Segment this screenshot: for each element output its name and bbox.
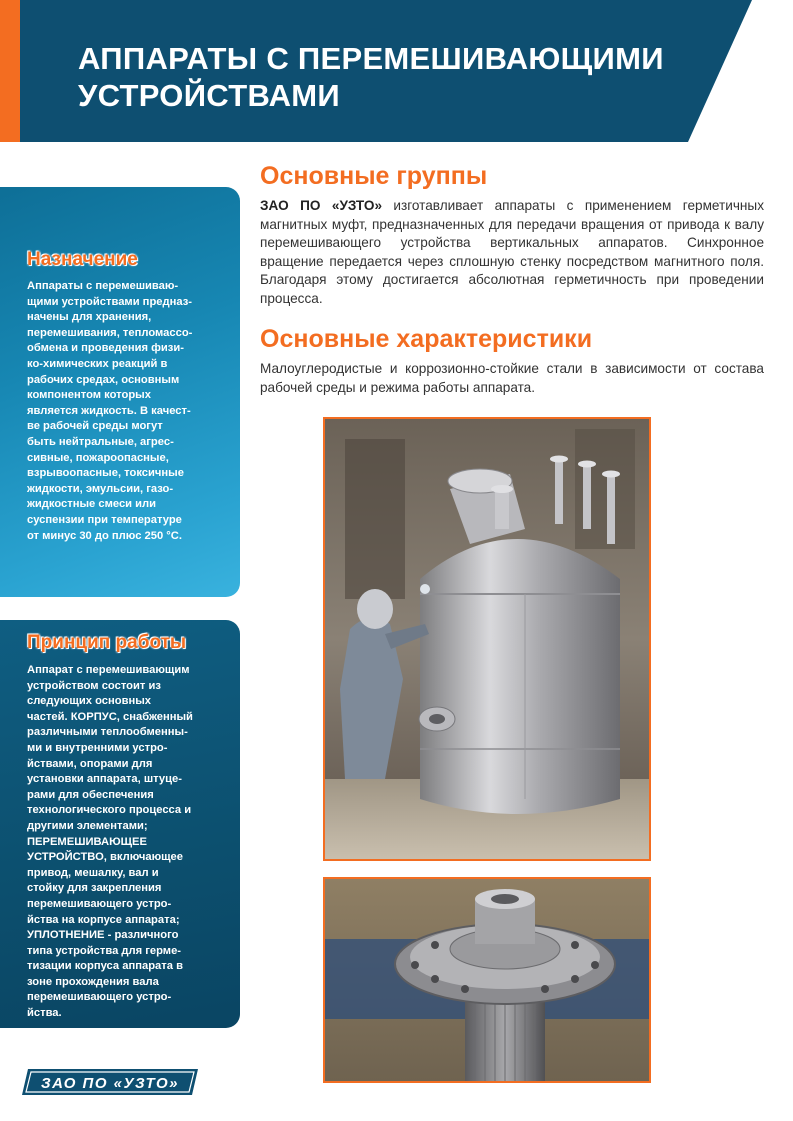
characteristics-text: Малоуглеродистые и коррозионно-стойкие стали в зависимости от состава рабочей среды и режима работы аппарата. (260, 361, 764, 395)
company-logo (22, 1067, 198, 1097)
purpose-text: Аппараты с перемешиваю- щими устройствами предназ- начены для хранения, перемешивания, тепломассо- обмена и проведения физи- ко-химических реакций в рабочих средах, основным компонентом которых является жидкость. В качест- ве рабочей среды могут быть нейтральные, агрес- сивные, пожароопасные, взрывоопасные, токсичные жидкости, эмульсии, газо- жидкостные смеси или суспензии при температуре от минус 30 до плюс 250 °С. (27, 280, 193, 542)
vessel-photo (323, 417, 651, 861)
svg-text:ЗАО ПО «УЗТО»: ЗАО ПО «УЗТО» (40, 1075, 180, 1092)
page-title (78, 40, 718, 114)
purpose-heading: Назначение (27, 249, 138, 270)
principle-text: Аппарат с перемешивающим устройством состоит из следующих основных частей. КОРПУС, снабженный различными теплообменны- ми и внутренними устро- йствами, опорами для установки аппарата, штуце- рами для обеспечения технологического процесса и другими элементами; ПЕРЕМЕШИВАЮЩЕЕ УСТРОЙСТВО, включающее привод, мешалку, вал и стойку для закрепления перемешивающего устро- йства на корпусе аппарата; УПЛОТНЕНИЕ - различного типа устройства для герме- тизации корпуса аппарата в зоне прохождения вала перемешивающего устро- йства. (27, 664, 193, 1020)
main-groups-text (260, 197, 764, 308)
company-name: ЗАО ПО «УЗТО» (260, 198, 383, 213)
page-title-line-1: АППАРАТЫ С ПЕРЕМЕШИВАЮЩИМИ (78, 41, 664, 76)
header-banner (0, 0, 760, 142)
main-groups-heading: Основные группы (260, 162, 488, 190)
logo-mark (22, 1067, 198, 1097)
vessel-illustration (325, 419, 649, 859)
purpose-panel (0, 187, 240, 597)
flange-photo (323, 877, 651, 1083)
page-title-line-2: УСТРОЙСТВАМИ (78, 78, 340, 113)
principle-panel (0, 620, 240, 1028)
main-groups-body: изготавливает аппараты с применением герметичных магнитных муфт, предназначенных для передачи вращения от привода к валу перемешивающего устройства вертикальных аппаратов. Синхронное вращение передается через сплошную стенку посредством магнитного поля. Благодаря этому достигается абсолютная герметичность при проведении процесса. (260, 198, 764, 306)
principle-heading: Принцип работы (27, 632, 187, 653)
flange-illustration (325, 879, 649, 1081)
characteristics-heading: Основные характеристики (260, 325, 593, 353)
